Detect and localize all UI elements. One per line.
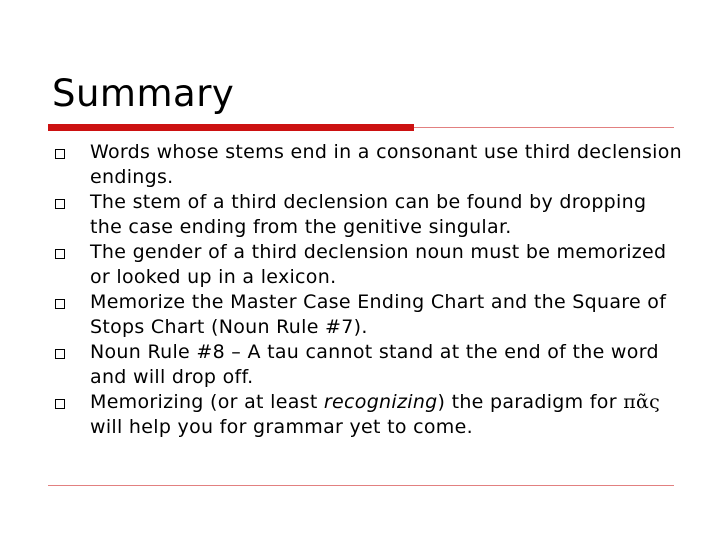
bullet-item (52, 140, 682, 190)
square-bullet-icon (55, 349, 65, 359)
square-bullet-icon (55, 249, 65, 259)
bullet-text: Memorize the Master Case Ending Chart and the Square of Stops Chart (Noun Rule #7). (90, 291, 667, 338)
greek-word: πᾶς (623, 391, 661, 413)
bullet-text: Words whose stems end in a consonant use third declension endings. (90, 141, 682, 188)
bullet-item (52, 190, 682, 240)
title-underline-accent (48, 124, 414, 131)
bullet-item (52, 390, 682, 440)
bottom-rule (48, 485, 674, 486)
bullet-text-emphasis: recognizing (323, 391, 438, 413)
title-underline-thin (414, 127, 674, 128)
bullet-text-middle: ) the paradigm for (437, 391, 624, 413)
square-bullet-icon (55, 399, 65, 409)
bullet-item (52, 290, 682, 340)
slide-title: Summary (52, 72, 235, 115)
bullet-list (52, 140, 682, 440)
bullet-text: The stem of a third declension can be found by dropping the case ending from the genitive singular. (90, 191, 647, 238)
bullet-text-suffix: will help you for grammar yet to come. (90, 416, 473, 438)
square-bullet-icon (55, 299, 65, 309)
bullet-text-prefix: Memorizing (or at least (90, 391, 324, 413)
square-bullet-icon (55, 199, 65, 209)
bullet-text: Noun Rule #8 – A tau cannot stand at the end of the word and will drop off. (90, 341, 659, 388)
bullet-text (90, 391, 660, 438)
bullet-item (52, 240, 682, 290)
square-bullet-icon (55, 149, 65, 159)
bullet-item (52, 340, 682, 390)
bullet-text: The gender of a third declension noun must be memorized or looked up in a lexicon. (90, 241, 667, 288)
